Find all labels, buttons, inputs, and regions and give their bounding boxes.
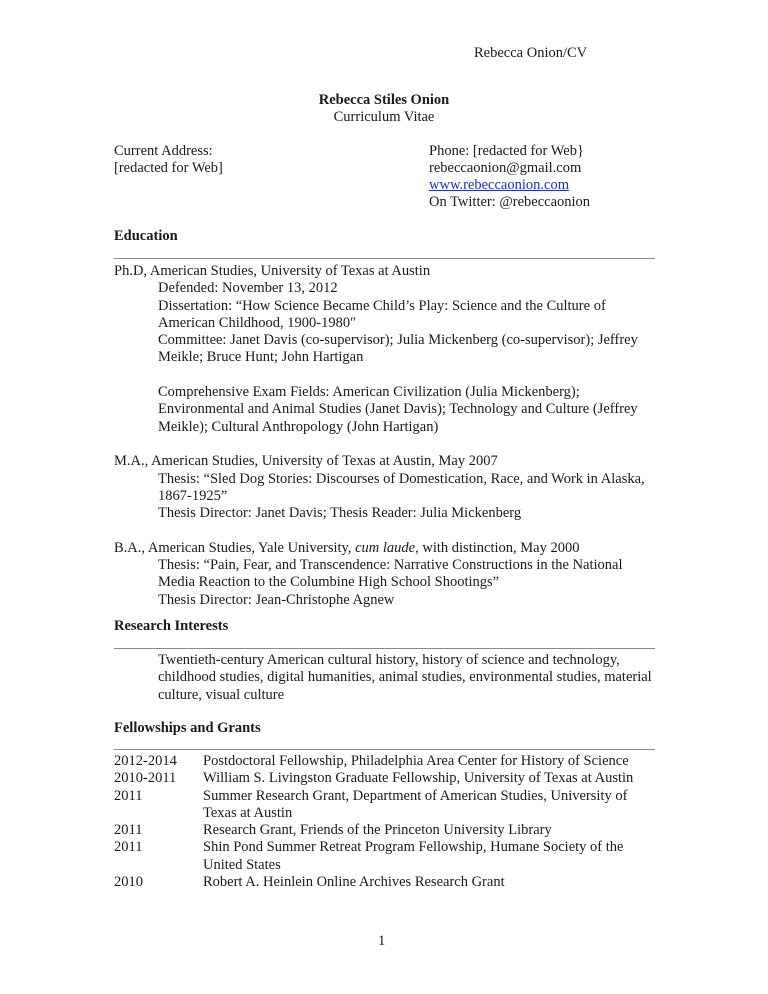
ma-degree: M.A., American Studies, University of Texas at Austin, May 2007: [114, 453, 498, 470]
twitter-text: On Twitter: @rebeccaonion: [429, 194, 591, 210]
address-value: [redacted for Web]: [114, 160, 223, 176]
phd-dissertation-line-2: American Childhood, 1900-1980″: [158, 314, 357, 331]
phd-dissertation-line-1: Dissertation: “How Science Became Child’s Play: Science and the Culture of: [158, 297, 606, 314]
email-text: rebeccaonion@gmail.com: [429, 160, 582, 176]
phd-exam-line-3: Meikle); Cultural Anthropology (John Hartigan): [158, 418, 439, 435]
fellowship-year: 2011: [114, 787, 143, 804]
phd-exam-line-1: Comprehensive Exam Fields: American Civilization (Julia Mickenberg);: [158, 384, 580, 401]
phd-exam-line-2: Environmental and Animal Studies (Janet Davis); Technology and Culture (Jeffrey: [158, 401, 638, 418]
research-line-3: culture, visual culture: [158, 686, 285, 703]
phd-committee-line-1: Committee: Janet Davis (co-supervisor); Julia Mickenberg (co-supervisor); Jeffrey: [158, 332, 638, 349]
fellowship-item: [114, 839, 649, 874]
research-divider: [114, 648, 655, 649]
phd-degree: Ph.D, American Studies, University of Texas at Austin: [114, 263, 431, 279]
fellowship-item: [114, 753, 649, 770]
fellowship-desc: Summer Research Grant, Department of American Studies, University of Texas at Austin: [203, 787, 628, 821]
fellowship-desc: William S. Livingston Graduate Fellowship, University of Texas at Austin: [203, 770, 634, 787]
website-link[interactable]: www.rebeccaonion.com: [429, 177, 569, 193]
cv-name: Rebecca Stiles Onion: [318, 92, 450, 108]
address-label: Current Address:: [114, 143, 213, 159]
fellowships-divider: [114, 749, 655, 750]
ba-degree-pre: B.A., American Studies, Yale University,: [114, 539, 356, 556]
ma-thesis-line-1: Thesis: “Sled Dog Stories: Discourses of Domestication, Race, and Work in Alaska,: [158, 470, 645, 487]
research-line-2: childhood studies, digital humanities, animal studies, environmental studies, material: [158, 669, 652, 686]
phd-defended: Defended: November 13, 2012: [158, 280, 338, 297]
ma-thesis-line-2: 1867-1925”: [158, 487, 228, 504]
fellowship-year: 2010-2011: [114, 770, 177, 787]
fellowship-year: 2011: [114, 839, 143, 856]
ba-degree-post: , with distinction, May 2000: [415, 539, 580, 556]
education-section: [114, 263, 659, 609]
fellowship-year: 2012-2014: [114, 753, 177, 769]
cv-name-wrap: [0, 92, 768, 109]
fellowship-item: [114, 822, 649, 839]
fellowship-item: [114, 874, 649, 891]
fellowship-year: 2010: [114, 874, 143, 891]
ba-thesis-line-1: Thesis: “Pain, Fear, and Transcendence: Narrative Constructions in the National: [158, 557, 623, 574]
cv-subtitle-wrap: [0, 109, 768, 126]
education-divider: [114, 258, 655, 259]
ba-thesis-line-2: Media Reaction to the Columbine High School Shootings”: [158, 574, 500, 591]
fellowship-item: [114, 770, 649, 787]
fellowship-desc: Shin Pond Summer Retreat Program Fellowship, Humane Society of the United States: [203, 839, 624, 873]
research-section: [114, 652, 659, 704]
fellowship-desc: Postdoctoral Fellowship, Philadelphia Area Center for History of Science: [203, 753, 629, 769]
phd-committee-line-2: Meikle; Bruce Hunt; John Hartigan: [158, 349, 364, 366]
research-line-1: Twentieth-century American cultural history, history of science and technology,: [158, 652, 620, 668]
education-heading: Education: [114, 228, 178, 244]
fellowship-desc: Robert A. Heinlein Online Archives Research Grant: [203, 874, 505, 891]
page-number: 1: [378, 933, 386, 949]
ba-director: Thesis Director: Jean-Christophe Agnew: [158, 591, 395, 608]
cv-subtitle: Curriculum Vitae: [333, 109, 435, 125]
fellowships-list: [114, 753, 649, 891]
phone-text: Phone: [redacted for Web}: [429, 143, 584, 159]
ma-director: Thesis Director: Janet Davis; Thesis Reader: Julia Mickenberg: [158, 505, 522, 522]
fellowship-desc: Research Grant, Friends of the Princeton University Library: [203, 822, 552, 839]
running-header: Rebecca Onion/CV: [474, 45, 588, 61]
fellowships-heading: Fellowships and Grants: [114, 720, 261, 736]
ba-degree-honor: cum laude: [355, 539, 416, 556]
research-heading: Research Interests: [114, 618, 229, 634]
ba-degree: [114, 540, 659, 557]
fellowship-item: [114, 788, 649, 823]
fellowship-year: 2011: [114, 822, 143, 839]
